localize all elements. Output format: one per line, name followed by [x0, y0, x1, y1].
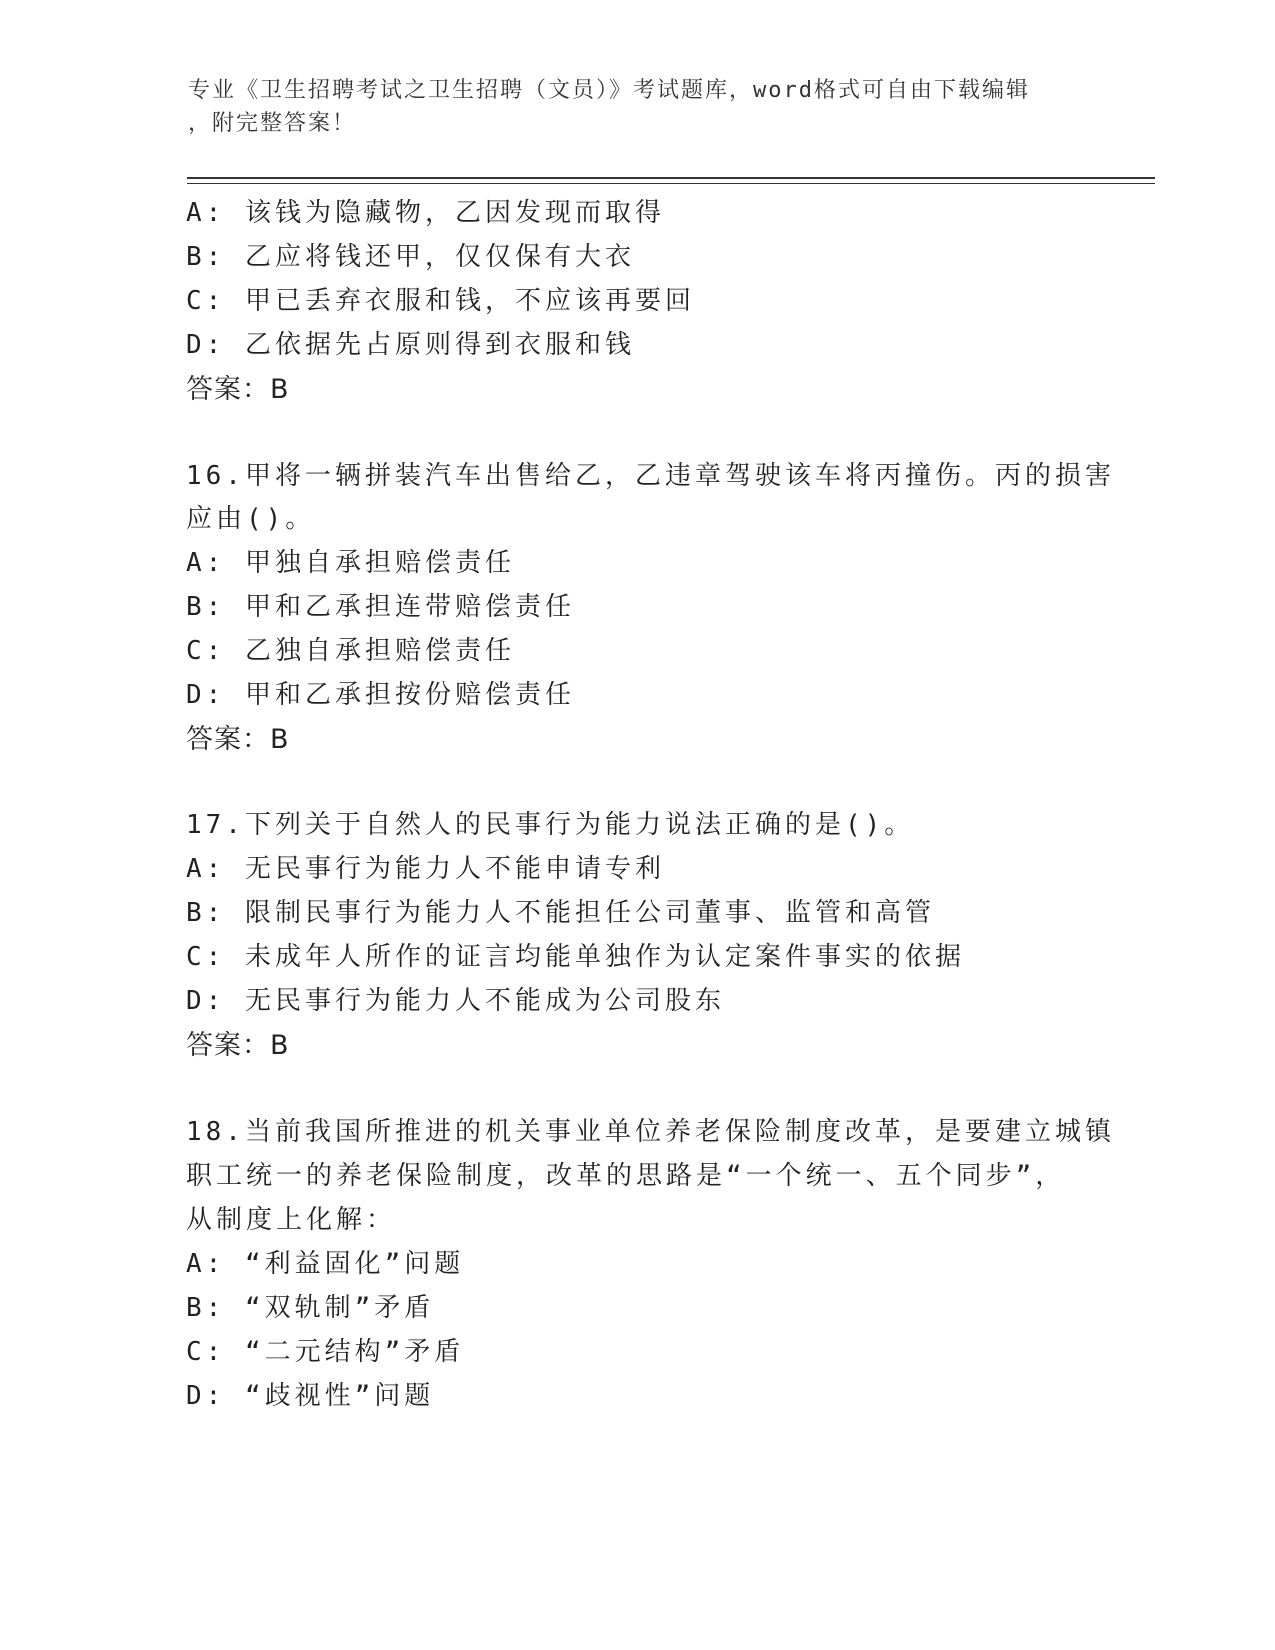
q16-option-c: C: 乙独自承担赔偿责任: [186, 636, 515, 666]
q16-stem-line-1: 16.甲将一辆拼装汽车出售给乙，乙违章驾驶该车将丙撞伤。丙的损害: [186, 461, 1115, 491]
q15-option-a: A: 该钱为隐藏物，乙因发现而取得: [186, 198, 665, 228]
q17-option-c: C: 未成年人所作的证言均能单独作为认定案件事实的依据: [186, 942, 965, 972]
q17-answer: 答案：B: [186, 1030, 290, 1061]
q16-option-b: B: 甲和乙承担连带赔偿责任: [186, 592, 575, 622]
q16-option-d: D: 甲和乙承担按份赔偿责任: [186, 680, 575, 710]
header-line-1: 专业《卫生招聘考试之卫生招聘（文员）》考试题库，word格式可自由下载编辑: [188, 78, 1030, 103]
q16-answer: 答案：B: [186, 724, 290, 755]
q18-option-c: C: “二元结构”矛盾: [186, 1337, 465, 1367]
q15-option-c: C: 甲已丢弃衣服和钱，不应该再要回: [186, 286, 695, 316]
header-rule-thick: [187, 177, 1155, 179]
q16-stem-line-2: 应由()。: [186, 504, 316, 534]
q18-stem-line-3: 从制度上化解：: [186, 1205, 397, 1235]
q16-option-a: A: 甲独自承担赔偿责任: [186, 548, 515, 578]
header-rule-thin: [187, 183, 1155, 184]
q17-option-b: B: 限制民事行为能力人不能担任公司董事、监管和高管: [186, 898, 935, 928]
document-header: [188, 74, 1088, 140]
q15-option-d: D: 乙依据先占原则得到衣服和钱: [186, 330, 635, 360]
q15-answer: 答案：B: [186, 374, 290, 405]
q17-stem-line-1: 17.下列关于自然人的民事行为能力说法正确的是()。: [186, 810, 915, 840]
q18-stem-line-1: 18.当前我国所推进的机关事业单位养老保险制度改革，是要建立城镇: [186, 1117, 1115, 1147]
header-line-2: ，附完整答案！: [188, 111, 357, 136]
q18-option-a: A: “利益固化”问题: [186, 1249, 465, 1279]
q17-option-a: A: 无民事行为能力人不能申请专利: [186, 854, 665, 884]
q18-option-b: B: “双轨制”矛盾: [186, 1293, 435, 1323]
q18-option-d: D: “歧视性”问题: [186, 1381, 435, 1411]
q17-option-d: D: 无民事行为能力人不能成为公司股东: [186, 986, 725, 1016]
q18-stem-line-2: 职工统一的养老保险制度，改革的思路是“一个统一、五个同步”，: [186, 1161, 1066, 1191]
q15-option-b: B: 乙应将钱还甲，仅仅保有大衣: [186, 242, 635, 272]
